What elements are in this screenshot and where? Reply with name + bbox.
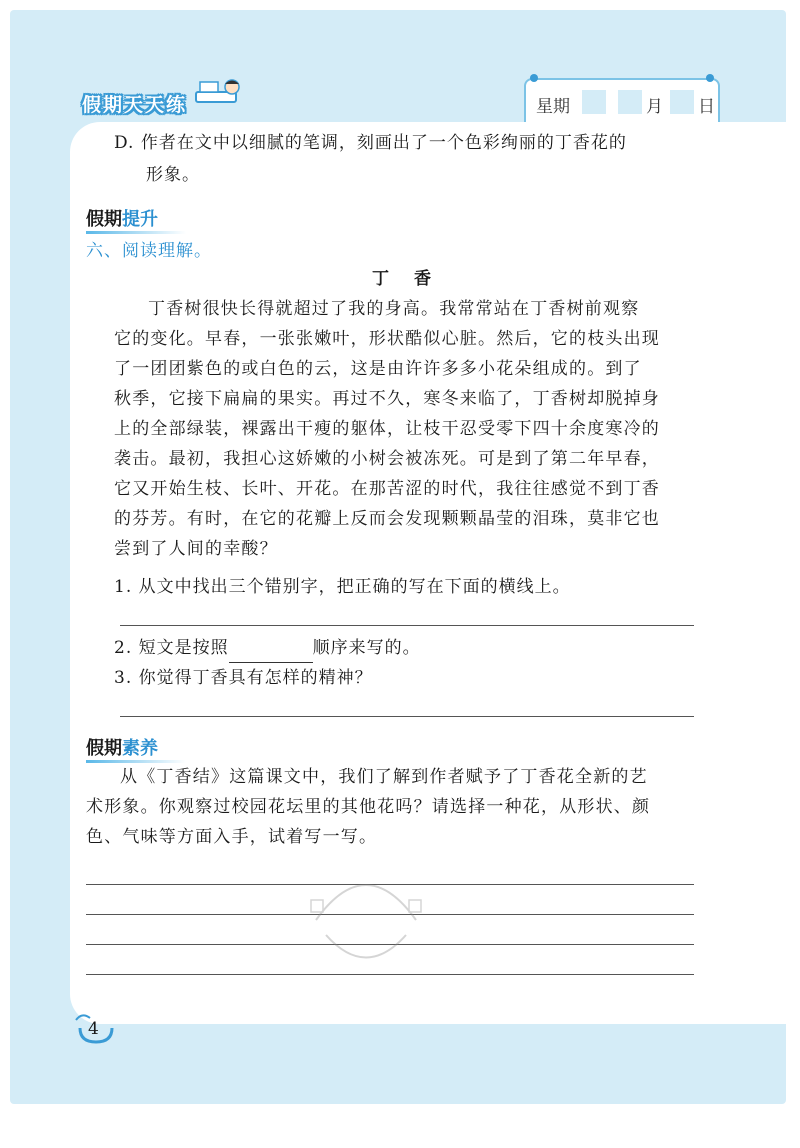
suyang-line: 从《丁香结》这篇课文中，我们了解到作者赋予了丁香花全新的艺 <box>120 767 648 787</box>
option-d-line1: D. 作者在文中以细腻的笔调，刻画出了一个色彩绚丽的丁香花的 <box>114 133 627 153</box>
corner-dot-icon <box>706 74 714 82</box>
article-body <box>114 294 694 564</box>
watermark-stamp-icon <box>296 860 436 980</box>
article-line: 尝到了人间的幸酸？ <box>114 539 278 559</box>
question-1: 1. 从文中找出三个错别字，把正确的写在下面的横线上。 <box>114 577 571 597</box>
answer-line-1[interactable] <box>120 625 694 626</box>
reading-kid-icon <box>192 78 248 108</box>
day-label: 日 <box>698 97 715 117</box>
article-title: 丁 香 <box>372 269 435 289</box>
article-line: 秋季，它接下扁扁的果实。再过不久，寒冬来临了，丁香树却脱掉身 <box>114 389 660 409</box>
section-heading-suyang: 假期素养 <box>86 734 158 760</box>
question-2: 2. 短文是按照 顺序来写的。 <box>114 633 421 663</box>
answer-blank-2[interactable] <box>229 643 313 663</box>
brand-title: 假期天天练 <box>82 94 188 116</box>
article-line: 它的变化。早春，一张张嫩叶，形状酷似心脏。然后，它的枝头出现 <box>114 329 660 349</box>
month-slot[interactable] <box>618 90 642 114</box>
question-title: 六、阅读理解。 <box>86 241 212 261</box>
suyang-text <box>86 762 694 852</box>
article-line: 袭击。最初，我担心这娇嫩的小树会被冻死。可是到了第二年早春， <box>114 449 660 469</box>
option-d-line2: 形象。 <box>146 165 200 185</box>
section-heading-tisheng: 假期提升 <box>86 205 158 231</box>
day-slot[interactable] <box>670 90 694 114</box>
suyang-line: 色、气味等方面入手，试着写一写。 <box>86 827 378 847</box>
question-3: 3. 你觉得丁香具有怎样的精神？ <box>114 668 373 688</box>
weekday-slot[interactable] <box>582 90 606 114</box>
month-label: 月 <box>646 97 663 117</box>
article-line: 了一团团紫色的或白色的云，这是由许许多多小花朵组成的。到了 <box>114 359 642 379</box>
article-line: 丁香树很快长得就超过了我的身高。我常常站在丁香树前观察 <box>148 299 640 319</box>
date-box <box>524 78 720 122</box>
article-line: 上的全部绿装，裸露出干瘦的躯体，让枝干忍受零下四十余度寒冷的 <box>114 419 660 439</box>
article-line: 的芬芳。有时，在它的花瓣上反而会发现颗颗晶莹的泪珠，莫非它也 <box>114 509 660 529</box>
page-number: 4 <box>88 1019 100 1039</box>
corner-dot-icon <box>530 74 538 82</box>
article-line: 它又开始生枝、长叶、开花。在那苦涩的时代，我往往感觉不到丁香 <box>114 479 660 499</box>
answer-line-3[interactable] <box>120 716 694 717</box>
suyang-line: 术形象。你观察过校园花坛里的其他花吗？请选择一种花，从形状、颜 <box>86 797 651 817</box>
weekday-label: 星期 <box>536 97 570 117</box>
